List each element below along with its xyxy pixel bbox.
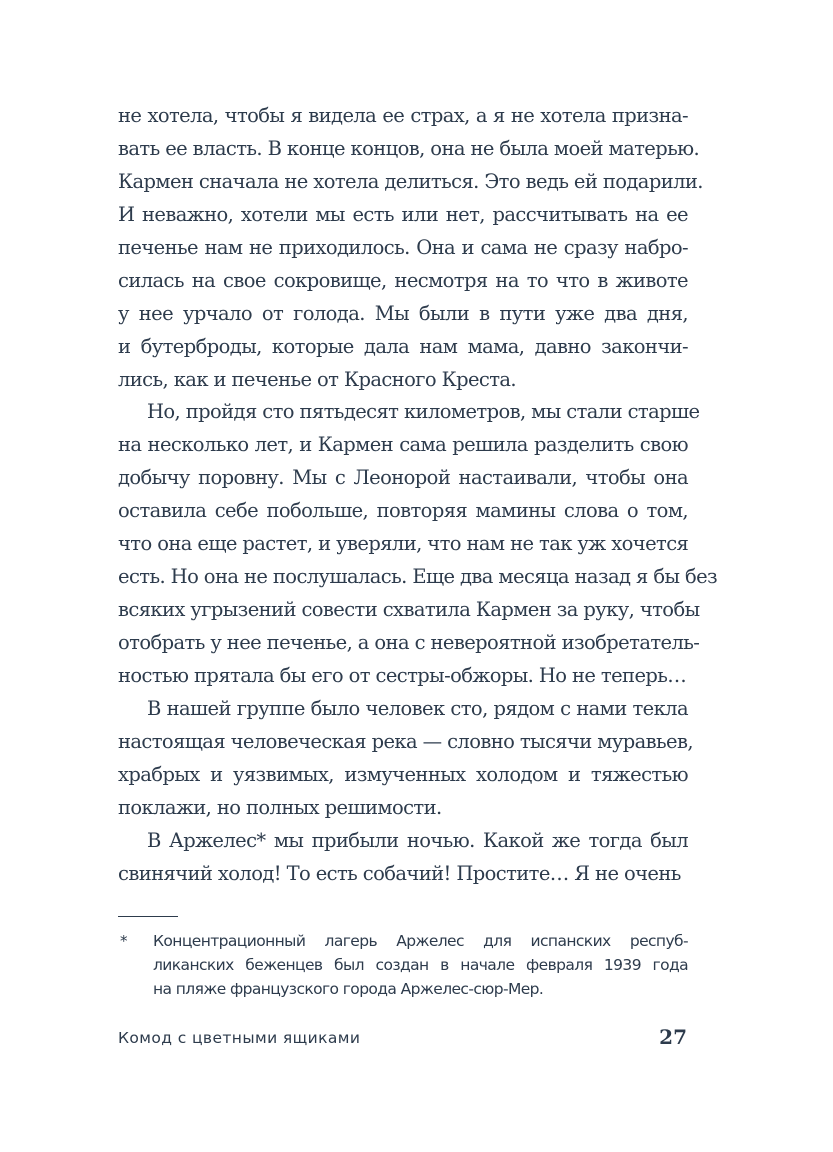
body-line: Кармен сначала не хотела делиться. Это ведь ей подарили. bbox=[118, 170, 703, 193]
footnote-line: ликанских беженцев был создан в начале февраля 1939 года bbox=[153, 956, 688, 974]
body-line: оставила себе побольше, повторяя мамины слова о том, bbox=[118, 499, 688, 522]
body-line: лись, как и печенье от Красного Креста. bbox=[118, 368, 517, 391]
paragraph-first-line: В нашей группе было человек сто, рядом с нами текла bbox=[147, 697, 688, 720]
footnote-line: на пляже французского города Аржелес-сюр-Мер. bbox=[153, 980, 544, 998]
running-title: Комод с цветными ящиками bbox=[118, 1029, 361, 1047]
footnote-marker: * bbox=[120, 932, 128, 950]
body-line: и бутерброды, которые дала нам мама, давно закончи- bbox=[118, 335, 688, 358]
footnote-divider bbox=[118, 916, 178, 917]
paragraph-first-line: Но, пройдя сто пятьдесят километров, мы стали старше bbox=[147, 400, 700, 423]
body-line: ностью прятала бы его от сестры-обжоры. Но не теперь… bbox=[118, 664, 687, 687]
body-line: отобрать у нее печенье, а она с невероятной изобретатель- bbox=[118, 631, 700, 654]
paragraph-first-line: В Аржелес* мы прибыли ночью. Какой же тогда был bbox=[147, 829, 688, 852]
footnote-line: Концентрационный лагерь Аржелес для испанских респуб- bbox=[153, 932, 688, 950]
body-line: поклажи, но полных решимости. bbox=[118, 796, 442, 819]
page-number: 27 bbox=[659, 1025, 687, 1049]
body-line: не хотела, чтобы я видела ее страх, а я не хотела призна- bbox=[118, 104, 688, 127]
body-line: настоящая человеческая река — словно тысячи муравьев, bbox=[118, 730, 693, 753]
body-line: печенье нам не приходилось. Она и сама не сразу набро- bbox=[118, 236, 688, 259]
body-line: храбрых и уязвимых, измученных холодом и тяжестью bbox=[118, 763, 688, 786]
body-line: И неважно, хотели мы есть или нет, рассчитывать на ее bbox=[118, 203, 688, 226]
body-line: что она еще растет, и уверяли, что нам не так уж хочется bbox=[118, 532, 689, 555]
body-line: свинячий холод! То есть собачий! Простите… Я не очень bbox=[118, 862, 681, 885]
body-line: есть. Но она не послушалась. Еще два месяца назад я бы без bbox=[118, 565, 718, 588]
body-line: на несколько лет, и Кармен сама решила разделить свою bbox=[118, 433, 688, 456]
body-line: добычу поровну. Мы с Леонорой настаивали, чтобы она bbox=[118, 466, 688, 489]
body-line: всяких угрызений совести схватила Кармен за руку, чтобы bbox=[118, 598, 700, 621]
body-line: вать ее власть. В конце концов, она не была моей матерью. bbox=[118, 137, 700, 160]
body-line: у нее урчало от голода. Мы были в пути уже два дня, bbox=[118, 302, 688, 325]
body-line: силась на свое сокровище, несмотря на то что в животе bbox=[118, 269, 688, 292]
